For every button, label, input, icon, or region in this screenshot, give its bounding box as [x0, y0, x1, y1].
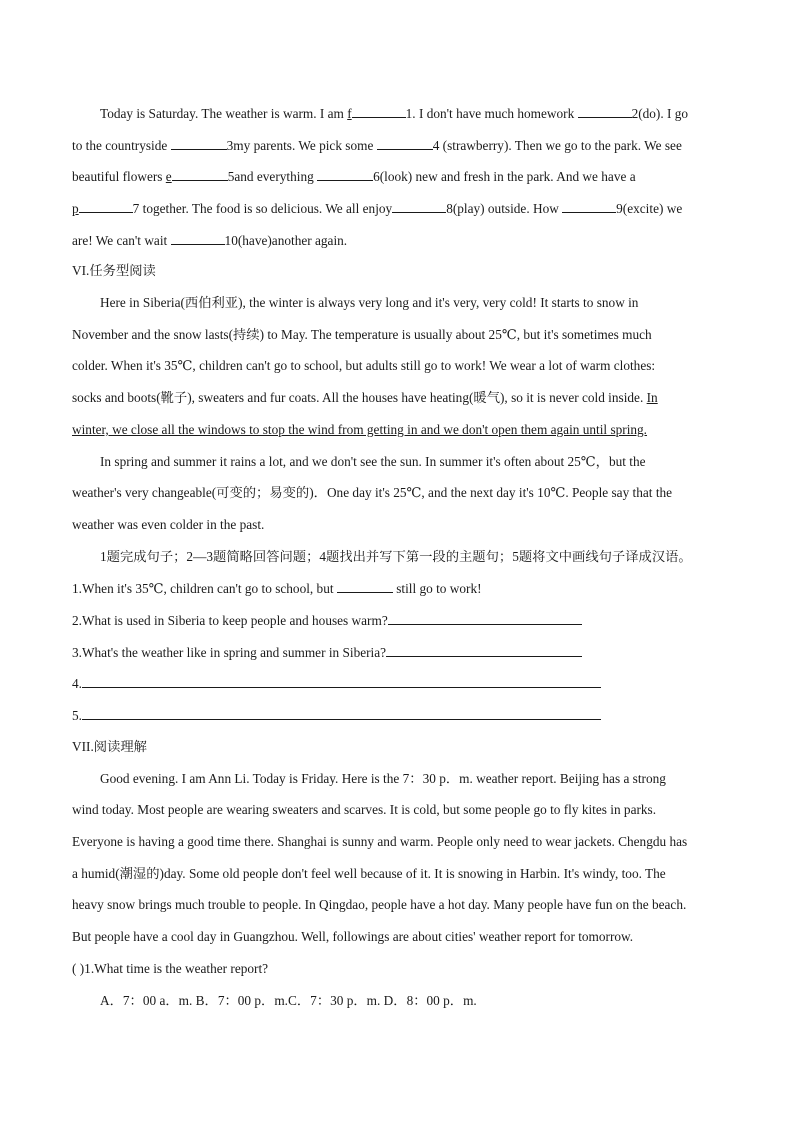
cloze-line-3	[72, 167, 722, 186]
blank-5[interactable]	[172, 167, 228, 181]
hint-letter: e	[165, 169, 172, 184]
cloze-line-2	[72, 136, 722, 155]
answer-blank[interactable]	[337, 579, 393, 593]
section-7-heading: VII.阅读理解	[72, 739, 147, 754]
text: beautiful flowers	[72, 169, 166, 184]
blank-3[interactable]	[171, 136, 227, 150]
answer-line[interactable]	[388, 611, 582, 625]
text: are! We can't wait	[72, 233, 171, 248]
blank-7[interactable]	[79, 199, 133, 213]
s6-question-3	[72, 643, 722, 662]
text: 9(excite) we	[616, 201, 683, 216]
s7-line-1: Good evening. I am Ann Li. Today is Friday. Here is the 7：30 p．m. weather report. Beijing has a strong	[100, 771, 666, 786]
text: 5.	[72, 708, 82, 723]
s6-p1-line-3: colder. When it's 35℃, children can't go to school, but adults still go to work! We wear a lot of warm clothes:	[72, 358, 656, 373]
underlined-sentence: In	[646, 390, 658, 405]
s7-question-1: ( )1.What time is the weather report?	[72, 961, 269, 976]
blank-9[interactable]	[562, 199, 616, 213]
s7-line-3: Everyone is having a good time there. Shanghai is sunny and warm. People only need to wear jackets. Chengdu has	[72, 834, 688, 849]
text: 10(have)another again.	[224, 233, 348, 248]
blank-10[interactable]	[171, 231, 225, 245]
hint-letter: f	[347, 106, 352, 121]
s6-p2-line-1: In spring and summer it rains a lot, and we don't see the sun. In summer it's often about 25℃，but the	[100, 454, 646, 469]
text: 4 (strawberry). Then we go to the park. We see	[432, 138, 682, 153]
cloze-line-4	[72, 199, 722, 218]
s7-line-2: wind today. Most people are wearing sweaters and scarves. It is cold, but some people go to fly kites in parks.	[72, 802, 657, 817]
s6-p1-line-4	[72, 389, 722, 407]
blank-1[interactable]	[352, 104, 406, 118]
text: 2(do). I go	[631, 106, 689, 121]
text: 4.	[72, 676, 82, 691]
underlined-sentence: winter, we close all the windows to stop the wind from getting in and we don't open them again until spring.	[72, 422, 648, 437]
text: 1. I don't have much homework	[405, 106, 578, 121]
text: 1.When it's 35℃, children can't go to school, but	[72, 581, 337, 596]
blank-4[interactable]	[377, 136, 433, 150]
text: 5and everything	[227, 169, 318, 184]
s6-p1-line-1: Here in Siberia(西伯利亚), the winter is always very long and it's very, very cold! It starts to snow in	[100, 295, 639, 310]
answer-line[interactable]	[82, 706, 601, 720]
answer-line[interactable]	[82, 674, 601, 688]
s7-line-4: a humid(潮湿的)day. Some old people don't feel well because of it. It is snowing in Harbin. It's windy, too. The	[72, 866, 666, 881]
s6-p2-line-2: weather's very changeable(可变的；易变的)．One day it's 25℃, and the next day it's 10℃. People say that the	[72, 485, 673, 500]
cloze-line-1	[100, 104, 750, 123]
answer-line[interactable]	[386, 643, 582, 657]
text: 8(play) outside. How	[446, 201, 563, 216]
cloze-line-5	[72, 231, 722, 250]
s7-line-5: heavy snow brings much trouble to people. In Qingdao, people have a hot day. Many people have fun on the beach.	[72, 897, 687, 912]
text: still go to work!	[392, 581, 482, 596]
blank-2[interactable]	[578, 104, 632, 118]
blank-8[interactable]	[392, 199, 446, 213]
text: Today is Saturday. The weather is warm. I am	[100, 106, 348, 121]
s6-p1-line-2: November and the snow lasts(持续) to May. The temperature is usually about 25℃, but it's sometimes much	[72, 327, 652, 342]
s6-question-2	[72, 611, 722, 630]
s6-question-4	[72, 674, 722, 693]
s6-question-1	[72, 579, 722, 598]
text: 3my parents. We pick some	[226, 138, 377, 153]
text: to the countryside	[72, 138, 171, 153]
blank-6[interactable]	[317, 167, 373, 181]
section-6-heading: VI.任务型阅读	[72, 263, 156, 278]
text: 6(look) new and fresh in the park. And we have a	[373, 169, 636, 184]
s6-p2-line-3: weather was even colder in the past.	[72, 517, 265, 532]
s7-question-1-options: A．7：00 a．m. B．7：00 p．m.C．7：30 p．m. D．8：00 p．m.	[100, 993, 477, 1008]
s7-line-6: But people have a cool day in Guangzhou. Well, followings are about cities' weather report for tomorrow.	[72, 929, 634, 944]
text: socks and boots(靴子), sweaters and fur coats. All the houses have heating(暖气), so it is never cold inside.	[72, 390, 647, 405]
text: 7 together. The food is so delicious. We all enjoy	[132, 201, 393, 216]
hint-letter: p	[72, 201, 79, 216]
s6-instructions: 1题完成句子；2—3题简略回答问题；4题找出并写下第一段的主题句；5题将文中画线句子译成汉语。	[100, 549, 692, 564]
text: 3.What's the weather like in spring and summer in Siberia?	[72, 645, 387, 660]
s6-question-5	[72, 706, 722, 725]
text: 2.What is used in Siberia to keep people and houses warm?	[72, 613, 388, 628]
